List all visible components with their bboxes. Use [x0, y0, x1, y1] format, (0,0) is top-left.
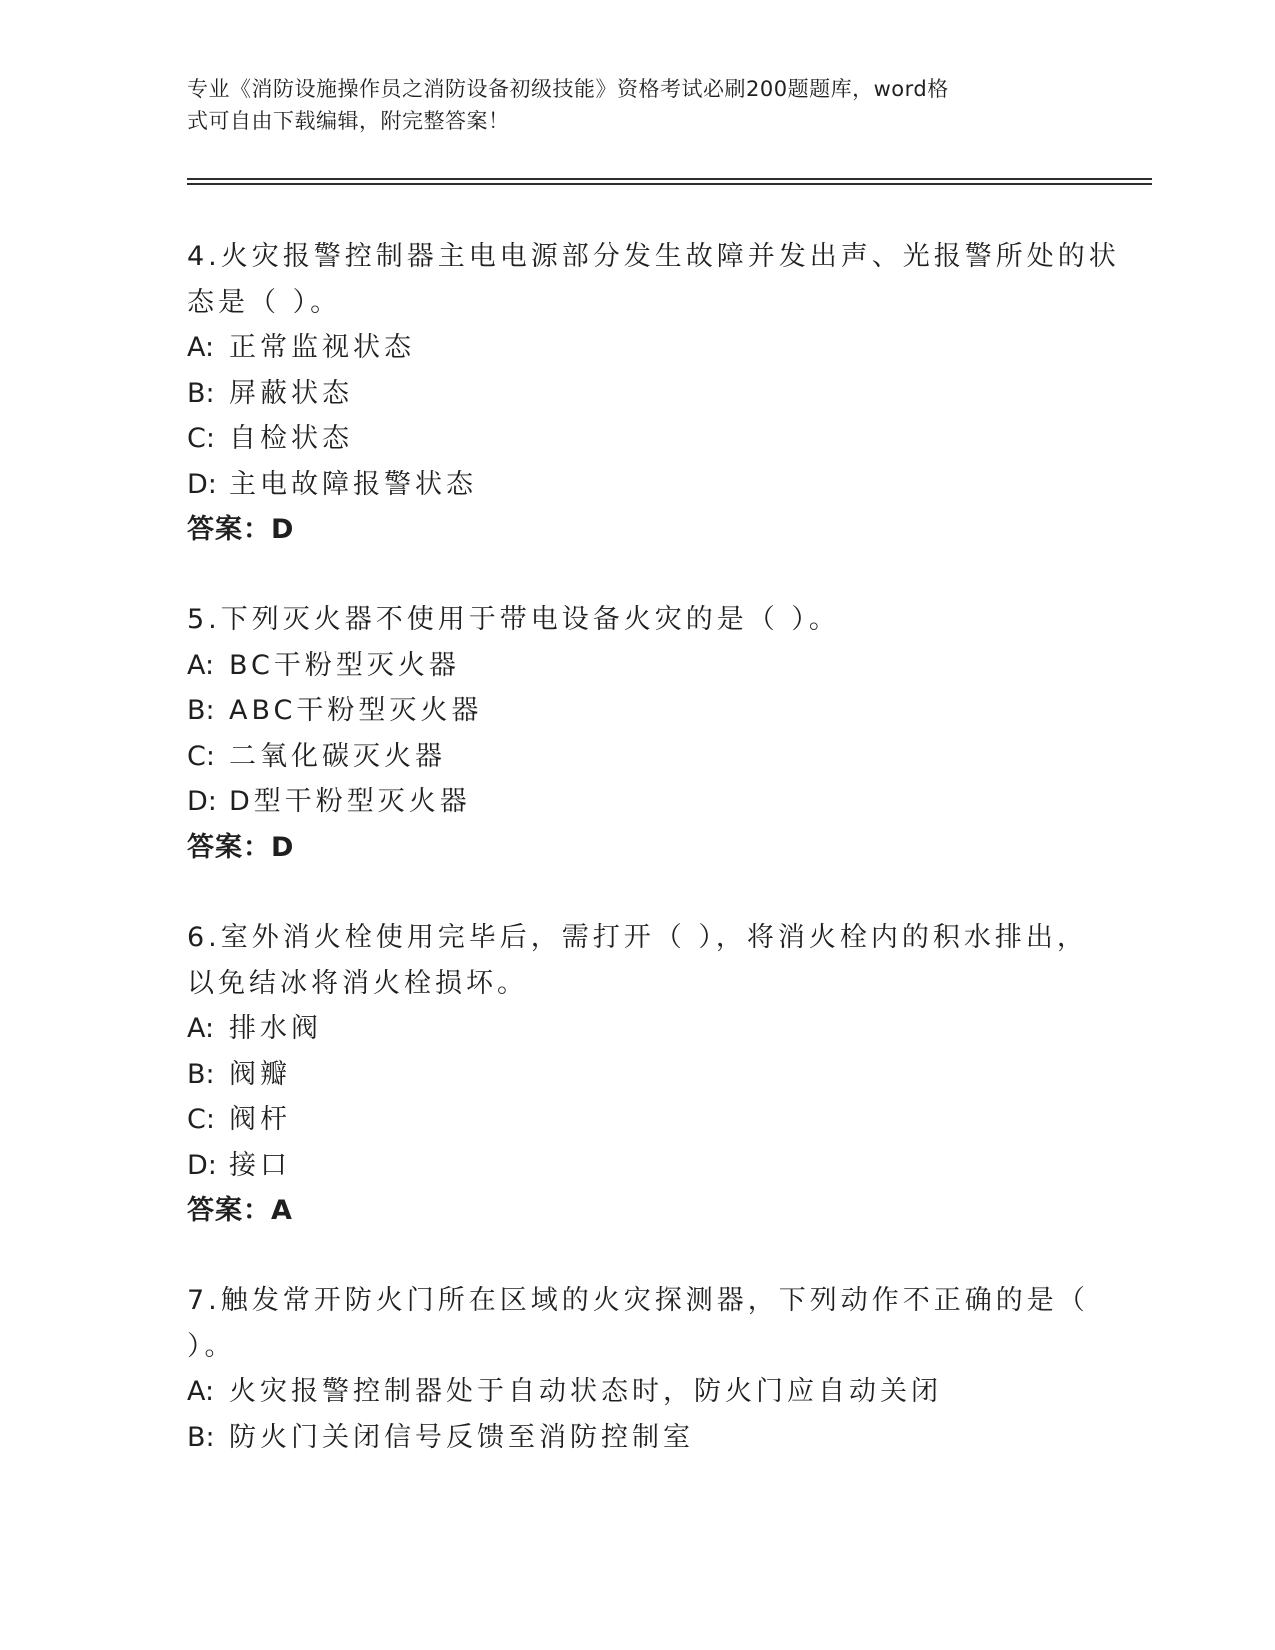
- question-4: [187, 234, 1120, 553]
- option-d: [187, 779, 1107, 825]
- answer-line: 答案：D: [187, 514, 295, 545]
- question-stem-line: 态是（ ）。: [187, 286, 342, 318]
- option-text: 二氧化碳灭火器: [229, 740, 446, 772]
- option-letter: B:: [187, 1058, 215, 1090]
- option-b: [187, 688, 1107, 734]
- option-b: [187, 1415, 1107, 1461]
- document-header: [187, 73, 1067, 137]
- option-letter: C:: [187, 423, 215, 454]
- option-text: 主电故障报警状态: [229, 468, 477, 500]
- question-stem-line: 6.室外消火栓使用完毕后，需打开（ ），将消火栓内的积水排出，: [187, 922, 1088, 953]
- option-letter: B:: [187, 1421, 215, 1453]
- answer-line: 答案：A: [187, 1195, 293, 1226]
- option-letter: C:: [187, 740, 215, 772]
- option-letter: B:: [187, 377, 215, 409]
- option-text: 接口: [229, 1149, 291, 1181]
- question-stem-line: 7.触发常开防火门所在区域的火灾探测器，下列动作不正确的是（: [187, 1285, 1089, 1316]
- header-line-1: 专业《消防设施操作员之消防设备初级技能》资格考试必刷200题题库，word格: [187, 77, 949, 101]
- option-text: 排水阀: [229, 1013, 322, 1044]
- header-divider-top: [187, 178, 1152, 180]
- question-stem-line: 5.下列灭火器不使用于带电设备火灾的是（ ）。: [187, 604, 840, 635]
- question-stem-line: 以免结冰将消火栓损坏。: [187, 967, 528, 999]
- option-text: 防火门关闭信号反馈至消防控制室: [229, 1421, 694, 1453]
- question-stem-line: 4.火灾报警控制器主电电源部分发生故障并发出声、光报警所处的状: [187, 241, 1120, 272]
- option-a: [187, 325, 1107, 371]
- option-letter: C:: [187, 1104, 215, 1135]
- option-text: 自检状态: [229, 423, 353, 454]
- option-text: 火灾报警控制器处于自动状态时，防火门应自动关闭: [229, 1376, 942, 1407]
- option-text: 屏蔽状态: [229, 377, 353, 409]
- option-text: ABC干粉型灭火器: [229, 695, 483, 726]
- header-divider-bottom: [187, 183, 1152, 185]
- option-letter: A:: [187, 1376, 215, 1407]
- option-text: D型干粉型灭火器: [229, 786, 471, 817]
- question-7: [187, 1278, 1107, 1460]
- option-text: 阀杆: [229, 1104, 291, 1135]
- question-5: [187, 597, 1107, 870]
- option-letter: D:: [187, 468, 217, 500]
- option-b: [187, 371, 1107, 417]
- option-c: [187, 1097, 1107, 1143]
- question-6: [187, 915, 1107, 1234]
- option-letter: D:: [187, 1149, 217, 1181]
- answer-line: 答案：D: [187, 831, 295, 863]
- option-d: [187, 462, 1107, 508]
- option-letter: B:: [187, 695, 215, 726]
- option-letter: A:: [187, 1013, 215, 1044]
- question-stem-line: ）。: [187, 1330, 236, 1362]
- option-c: [187, 416, 1107, 462]
- option-b: [187, 1052, 1107, 1098]
- option-letter: A:: [187, 332, 215, 363]
- option-letter: A:: [187, 649, 215, 681]
- option-text: BC干粉型灭火器: [229, 649, 460, 681]
- header-line-2: 式可自由下载编辑，附完整答案！: [187, 109, 510, 133]
- option-text: 正常监视状态: [229, 332, 415, 363]
- option-a: [187, 1369, 1107, 1415]
- option-d: [187, 1143, 1107, 1189]
- option-letter: D:: [187, 786, 217, 817]
- option-a: [187, 1006, 1107, 1052]
- option-text: 阀瓣: [229, 1058, 291, 1090]
- option-a: [187, 643, 1107, 689]
- option-c: [187, 734, 1107, 780]
